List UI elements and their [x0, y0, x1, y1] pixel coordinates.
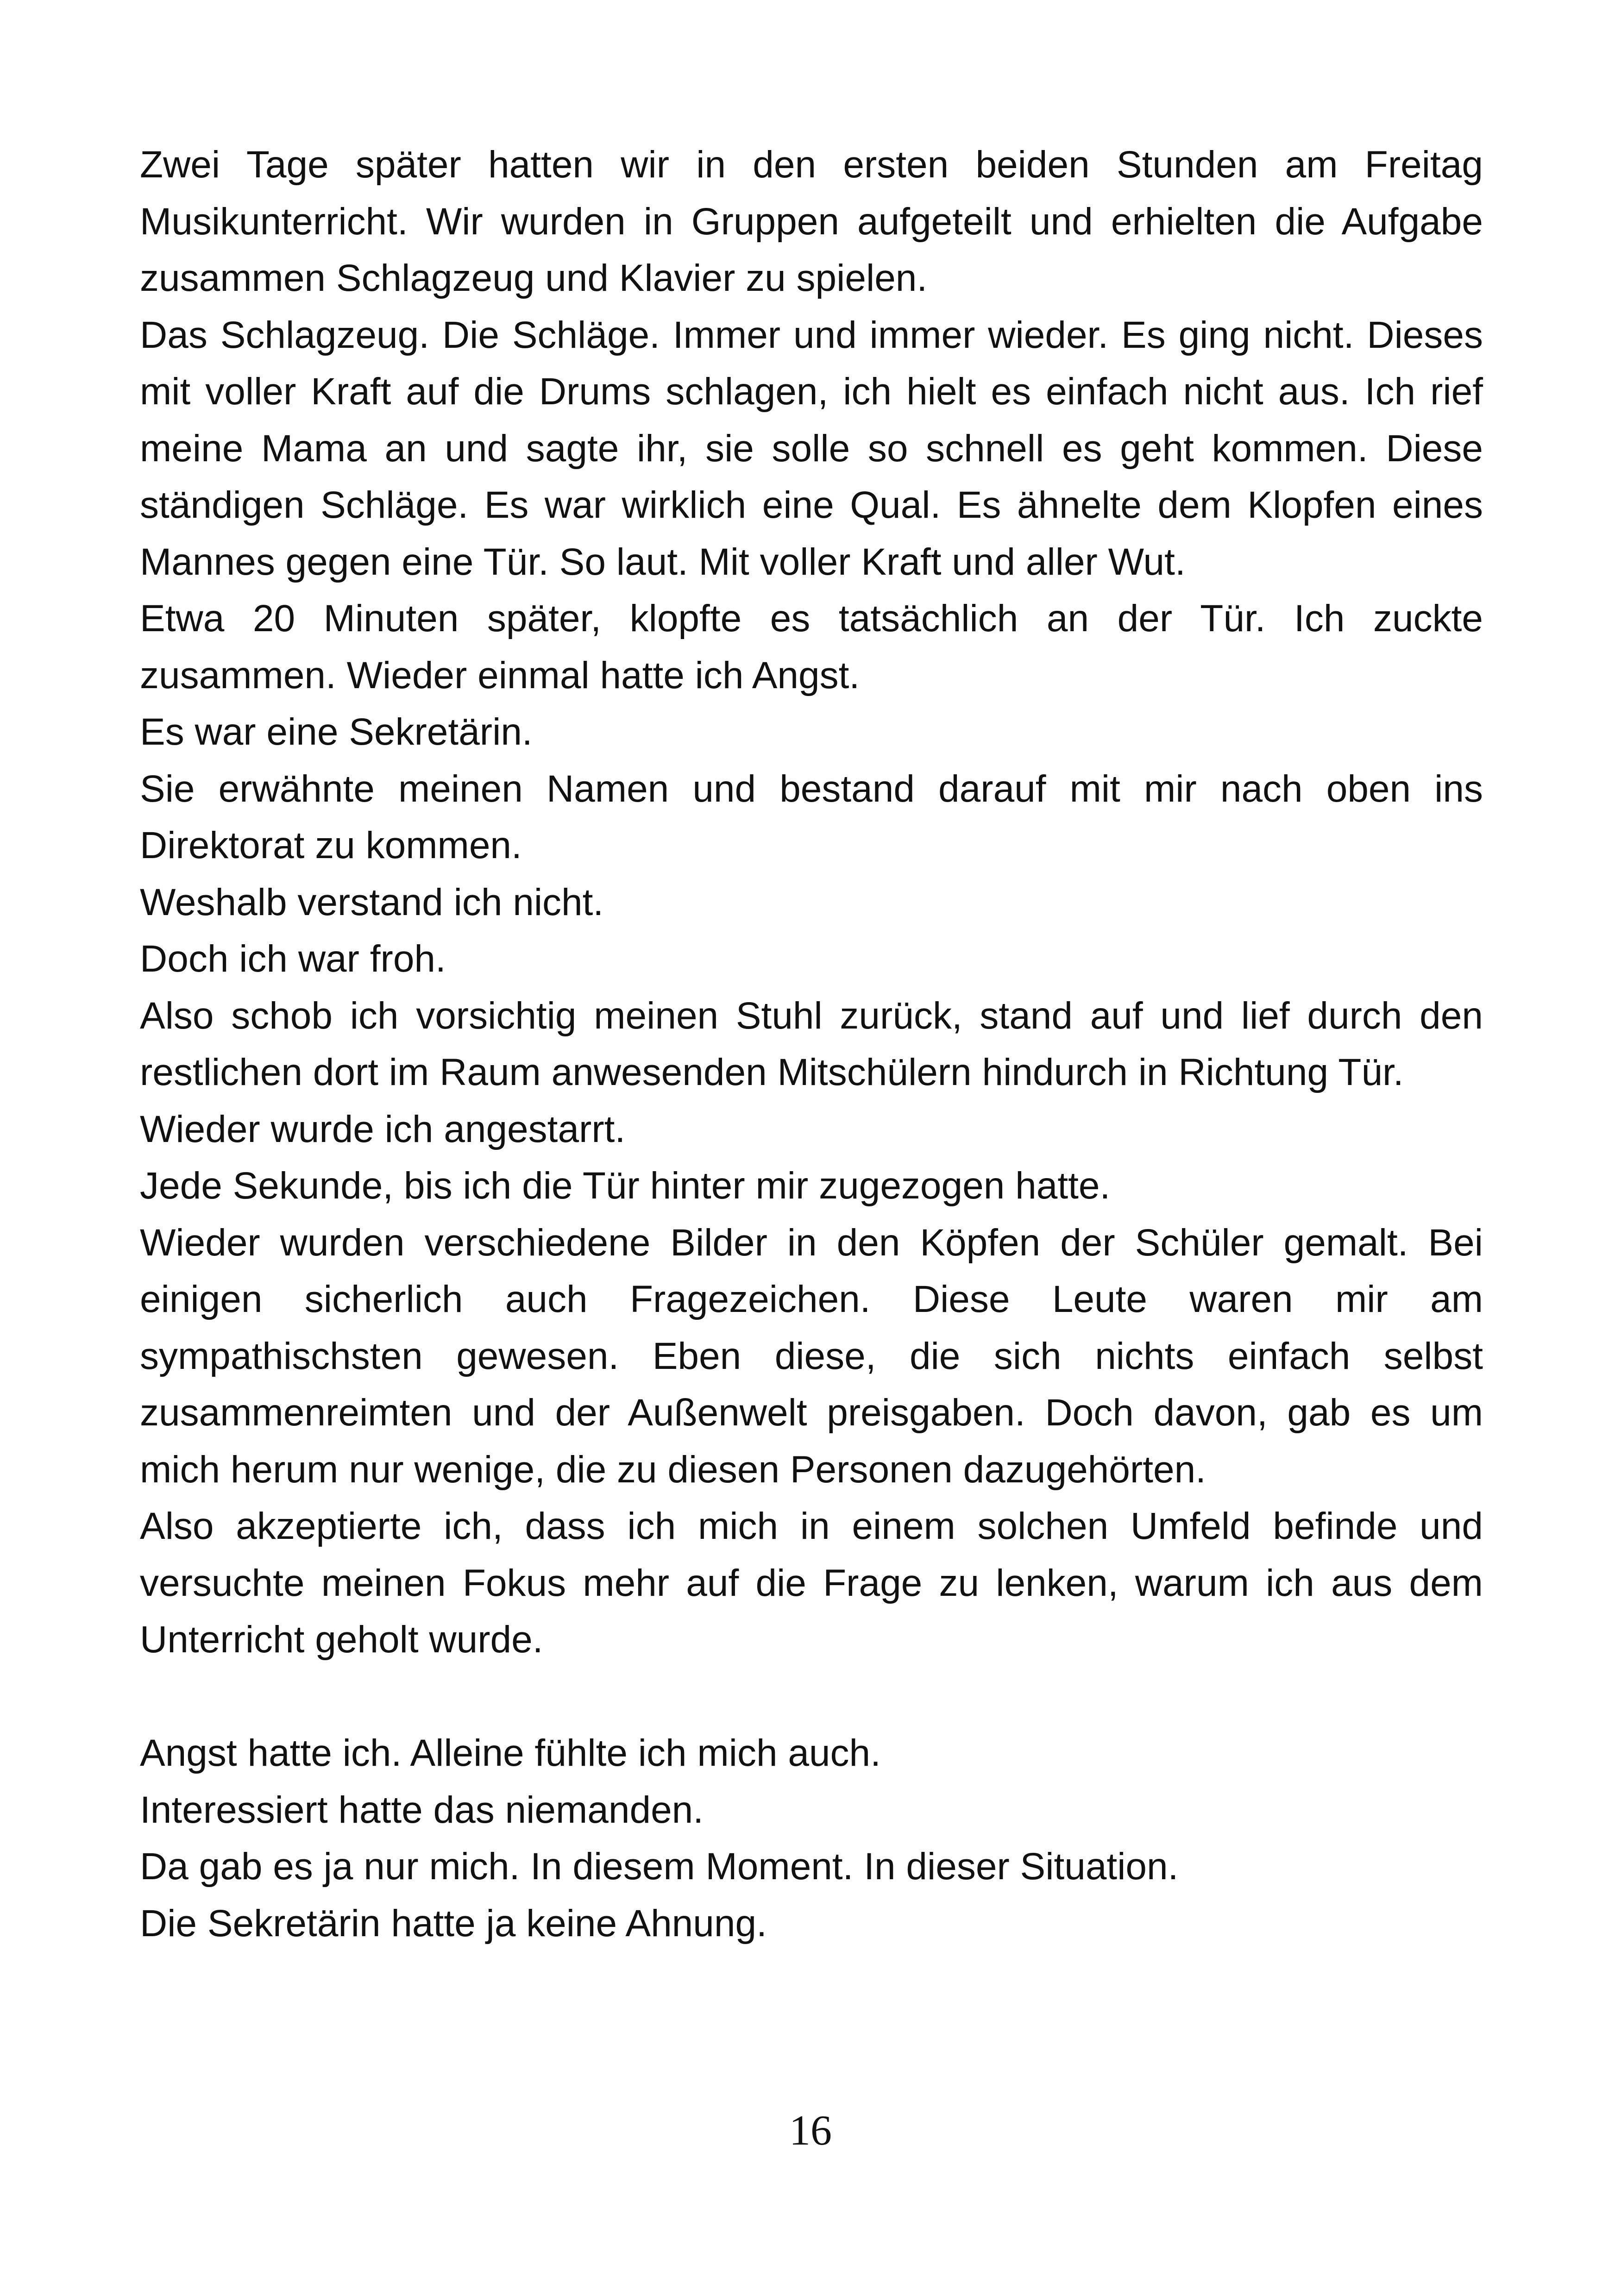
paragraph: Wieder wurde ich angestarrt.: [140, 1108, 626, 1150]
paragraph: Jede Sekunde, bis ich die Tür hinter mir zugezogen hatte.: [140, 1165, 1111, 1207]
paragraph: Wieder wurden verschiedene Bilder in den Köpfen der Schüler gemalt. Bei einigen sicherlich auch Fragezeichen. Diese Leute waren mir am sympathischsten gewesen. Eben diese, die sich nichts einfach selbst zusammenreimten und der Außenwelt preisgaben. Doch davon, gab es um mich herum nur wenige, die zu diesen Personen dazugehörten.: [140, 1221, 1483, 1491]
paragraph: Sie erwähnte meinen Namen und bestand darauf mit mir nach oben ins Direktorat zu kommen.: [140, 767, 1483, 866]
paragraph: Es war eine Sekretärin.: [140, 711, 533, 753]
paragraph: Also akzeptierte ich, dass ich mich in einem solchen Umfeld befinde und versuchte meinen Fokus mehr auf die Frage zu lenken, warum ich aus dem Unterricht geholt wurde.: [140, 1505, 1483, 1661]
paragraph: Zwei Tage später hatten wir in den ersten beiden Stunden am Freitag Musikunterricht. Wir wurden in Gruppen aufgeteilt und erhielten die Aufgabe zusammen Schlagzeug und Klavier zu spielen.: [140, 144, 1483, 299]
paragraph: Da gab es ja nur mich. In diesem Moment. In dieser Situation.: [140, 1845, 1179, 1888]
page-number: 16: [789, 2107, 832, 2154]
paragraph: Das Schlagzeug. Die Schläge. Immer und immer wieder. Es ging nicht. Dieses mit voller Kraft auf die Drums schlagen, ich hielt es einfach nicht aus. Ich rief meine Mama an und sagte ihr, sie solle so schnell es geht kommen. Diese ständigen Schläge. Es war wirklich eine Qual. Es ähnelte dem Klopfen eines Mannes gegen eine Tür. So laut. Mit voller Kraft und aller Wut.: [140, 314, 1483, 583]
paragraph: Interessiert hatte das niemanden.: [140, 1788, 704, 1831]
paragraph: Angst hatte ich. Alleine fühlte ich mich auch.: [140, 1732, 881, 1774]
paragraph: Weshalb verstand ich nicht.: [140, 881, 604, 923]
paragraph: Doch ich war froh.: [140, 938, 446, 980]
paragraph: Die Sekretärin hatte ja keine Ahnung.: [140, 1902, 767, 1945]
paragraph: Also schob ich vorsichtig meinen Stuhl zurück, stand auf und lief durch den restlichen dort im Raum anwesenden Mitschülern hindurch in Richtung Tür.: [140, 994, 1483, 1093]
paragraph: Etwa 20 Minuten später, klopfte es tatsächlich an der Tür. Ich zuckte zusammen. Wieder einmal hatte ich Angst.: [140, 597, 1483, 696]
body-text: [140, 137, 1483, 1952]
paragraph-break: [140, 1669, 1483, 1725]
